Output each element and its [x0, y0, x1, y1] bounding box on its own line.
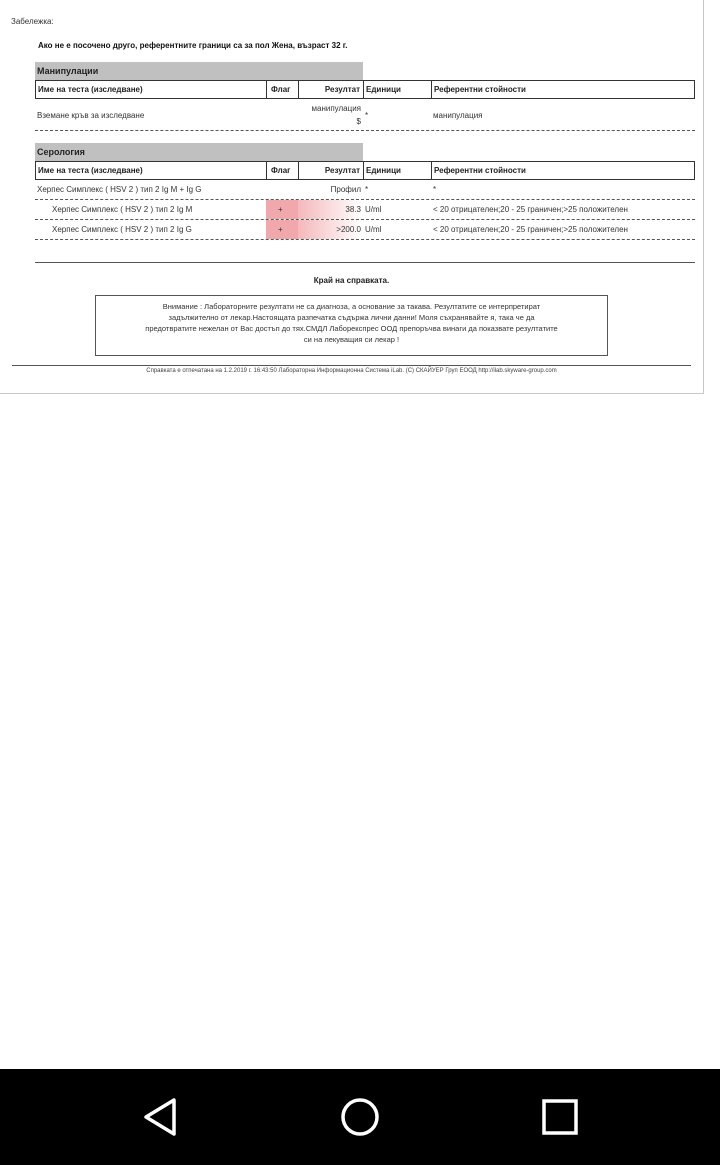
flag-value: +	[278, 225, 283, 234]
units-value: U/ml	[365, 205, 382, 214]
test-name: Херпес Симплекс ( HSV 2 ) тип 2 Ig M	[52, 205, 193, 214]
test-name: Вземане кръв за изследване	[37, 111, 145, 120]
square-recents-icon	[538, 1095, 582, 1139]
result-value: Профил	[330, 185, 361, 194]
table-row	[35, 180, 695, 200]
disclaimer-line: Внимание : Лабораторните резултати не са диагноза, а основание за такава. Резултатите се интерпретират	[162, 302, 541, 311]
home-button[interactable]	[338, 1095, 382, 1139]
section-manipulations	[35, 62, 695, 131]
reference-note: Ако не е посочено друго, референтните граници са за пол Жена, възраст 32 г.	[38, 41, 348, 50]
result-value: манипулация	[311, 104, 361, 113]
reference-value: манипулация	[433, 111, 483, 120]
result-value: 38.3	[345, 205, 361, 214]
disclaimer-line: си на лекуващия си лекар !	[303, 335, 400, 344]
column-header-row	[35, 80, 695, 99]
section-title: Серология	[35, 143, 363, 161]
section-title: Манипулации	[35, 62, 363, 80]
table-row	[35, 200, 695, 220]
divider	[35, 262, 695, 263]
recents-button[interactable]	[538, 1095, 582, 1139]
units-value: *	[365, 185, 369, 194]
disclaimer-box	[95, 295, 608, 356]
reference-value: < 20 отрицателен;20 - 25 граничен;>25 положителен	[433, 225, 628, 234]
back-button[interactable]	[138, 1095, 182, 1139]
report-page	[0, 0, 704, 394]
column-header-row	[35, 161, 695, 180]
col-name: Име на теста (изследване)	[38, 85, 143, 94]
reference-value: < 20 отрицателен;20 - 25 граничен;>25 положителен	[433, 205, 628, 214]
triangle-back-icon	[138, 1095, 182, 1139]
col-units: Единици	[366, 85, 401, 94]
footer-divider	[12, 365, 691, 366]
col-result: Резултат	[324, 85, 360, 94]
col-flag: Флаг	[271, 85, 291, 94]
end-of-report: Край на справката.	[313, 276, 390, 285]
col-flag: Флаг	[271, 166, 291, 175]
result-value: >200.0	[336, 225, 361, 234]
col-name: Име на теста (изследване)	[38, 166, 143, 175]
reference-value: *	[433, 185, 437, 194]
test-name: Херпес Симплекс ( HSV 2 ) тип 2 Ig G	[52, 225, 192, 234]
print-footer: Справката е отпечатана на 1.2.2019 г. 16:43:50 Лабораторна Информационна Система iLab. (C) СКАЙУЕР Груп ЕООД http://ilab.skyware-group.com	[146, 368, 557, 374]
table-row	[35, 220, 695, 240]
disclaimer-line: предотвратите нежелан от Вас достъп до тях.СМДЛ Лаборекспрес ООД препоръчва винаги да показвате резултатите	[145, 324, 558, 333]
test-name: Херпес Симплекс ( HSV 2 ) тип 2 Ig M + Ig G	[37, 185, 202, 194]
android-nav-bar	[0, 1069, 720, 1165]
table-row	[35, 99, 695, 131]
flag-value: +	[278, 205, 283, 214]
units-value: *	[365, 111, 369, 120]
result-value-suffix: $	[356, 117, 361, 126]
col-units: Единици	[366, 166, 401, 175]
units-value: U/ml	[365, 225, 382, 234]
col-reference: Референтни стойности	[434, 166, 526, 175]
col-result: Резултат	[324, 166, 360, 175]
note-label: Забележка:	[11, 17, 54, 26]
col-reference: Референтни стойности	[434, 85, 526, 94]
section-serology	[35, 143, 695, 240]
circle-home-icon	[338, 1095, 382, 1139]
disclaimer-line: задължително от лекар.Настоящата разпечатка съдържа лични данни! Моля съхранявайте я, така че да	[168, 313, 535, 322]
